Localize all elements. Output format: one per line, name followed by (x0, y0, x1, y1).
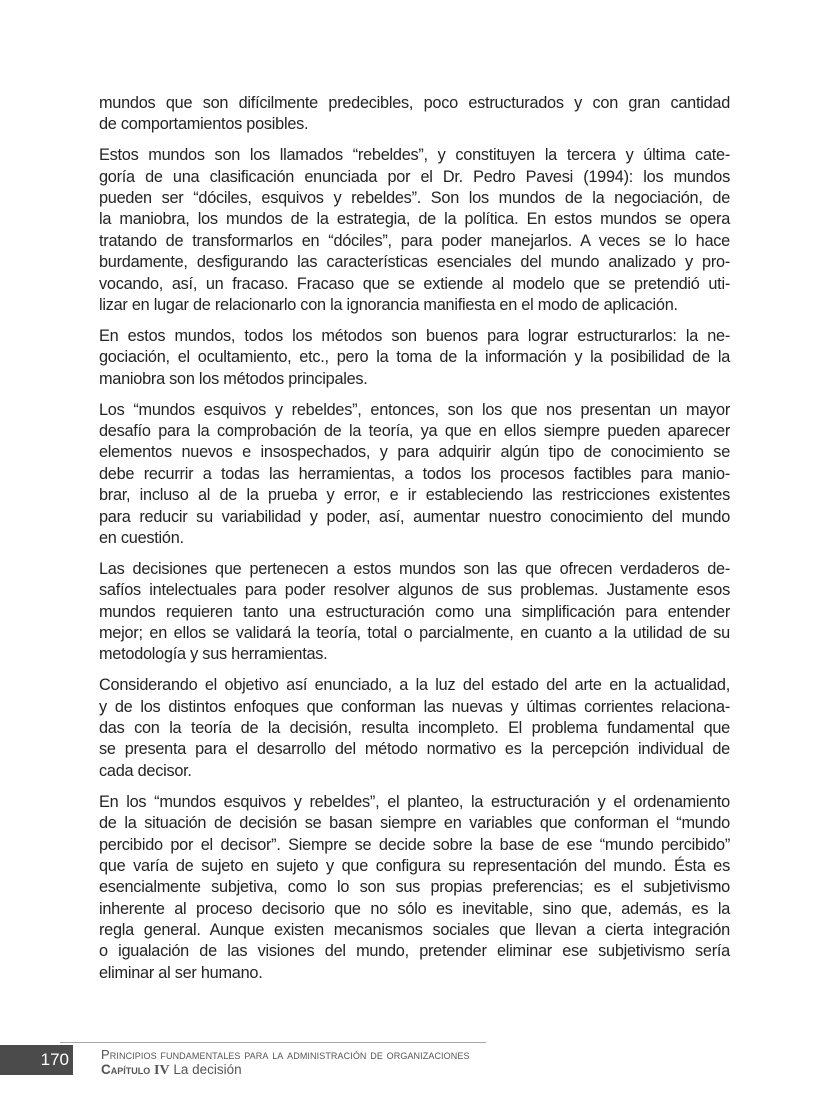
text-line: das con la teoría de la decisión, resulta incompleto. El problema fundamental que (99, 719, 730, 738)
text-line: gociación, el ocultamiento, etc., pero la toma de la información y la posibilidad de la (99, 348, 730, 367)
text-line: en cuestión. (99, 528, 184, 547)
text-line: y de los distintos enfoques que conforman las nuevas y últimas corrientes relaciona- (99, 697, 730, 716)
text-line: Los “mundos esquivos y rebeldes”, entonces, son los que nos presentan un mayor (99, 400, 730, 419)
text-line: burdamente, desfigurando las características esenciales del mundo analizado y pro- (99, 253, 730, 272)
text-line: brar, incluso al de la prueba y error, e ir estableciendo las restricciones existentes (99, 486, 730, 505)
paragraph-3 (99, 326, 730, 390)
text-line: mundos que son difícilmente predecibles, poco estructurados y con gran cantidad (99, 94, 730, 112)
text-line: de la situación de decisión se basan siempre en variables que conforman el “mundo (99, 814, 730, 833)
chapter-number: IV (154, 1063, 170, 1078)
text-line: safíos intelectuales para poder resolver algunos de sus problemas. Justamente esos (99, 581, 730, 600)
text-line: la maniobra, los mundos de la estrategia, de la política. En estos mundos se opera (99, 210, 730, 229)
text-line: que varía de sujeto en sujeto y que configura su representación del mundo. Ésta es (99, 856, 730, 875)
text-line: goría de una clasificación enunciada por el Dr. Pedro Pavesi (1994): los mundos (99, 167, 730, 186)
paragraph-6 (99, 675, 730, 782)
text-line: cada decisor. (99, 761, 192, 780)
text-line: regla general. Aunque existen mecanismos sociales que llevan a cierta integración (99, 921, 730, 940)
footer-divider (60, 1042, 486, 1043)
text-line: debe recurrir a todas las herramientas, a todos los procesos factibles para manio- (99, 464, 730, 483)
text-line: maniobra son los métodos principales. (99, 369, 368, 388)
page-number: 170 (0, 1045, 73, 1075)
paragraph-5 (99, 559, 730, 666)
text-line: En estos mundos, todos los métodos son buenos para lograr estructurarlos: la ne- (99, 326, 730, 345)
text-line: vocando, así, un fracaso. Fracaso que se extiende al modelo que se pretendió uti- (99, 274, 730, 293)
paragraph-4 (99, 400, 730, 550)
text-line: lizar en lugar de relacionarlo con la ignorancia manifiesta en el modo de aplicación. (99, 296, 678, 315)
paragraph-7 (99, 792, 730, 985)
text-line: para reducir su variabilidad y poder, así, aumentar nuestro conocimiento del mundo (99, 507, 730, 526)
paragraph-1 (99, 93, 730, 136)
text-line: percibido por el decisor”. Siempre se decide sobre la base de ese “mundo percibido” (99, 835, 730, 854)
chapter-label: Capítulo (101, 1062, 151, 1077)
text-line: Las decisiones que pertenecen a estos mundos son las que ofrecen verdaderos de- (99, 559, 730, 578)
text-line: Considerando el objetivo así enunciado, a la luz del estado del arte en la actualidad, (99, 676, 730, 695)
running-header-book-title: Principios fundamentales para la administración de organizaciones (101, 1047, 470, 1062)
text-line: o igualación de las visiones del mundo, pretender eliminar ese subjetivismo sería (99, 942, 730, 961)
text-line: En los “mundos esquivos y rebeldes”, el planteo, la estructuración y el ordenamiento (99, 792, 730, 811)
text-line: inherente al proceso decisorio que no sólo es inevitable, sino que, además, es la (99, 899, 730, 918)
text-line: mejor; en ellos se validará la teoría, total o parcialmente, en cuanto a la utilidad de su (99, 623, 730, 642)
text-line: elementos nuevos e insospechados, y para adquirir algún tipo de conocimiento se (99, 443, 730, 462)
text-line: mundos requieren tanto una estructuración como una simplificación para entender (99, 602, 730, 621)
text-line: se presenta para el desarrollo del método normativo es la percepción individual de (99, 740, 730, 759)
text-line: desafío para la comprobación de la teoría, ya que en ellos siempre pueden aparecer (99, 421, 730, 440)
body-text (99, 93, 730, 994)
text-line: esencialmente subjetiva, como lo son sus propias preferencias; es el subjetivismo (99, 878, 730, 897)
text-line: tratando de transformarlos en “dóciles”, para poder manejarlos. A veces se lo hace (99, 231, 730, 250)
text-line: metodología y sus herramientas. (99, 645, 328, 664)
running-header-chapter (101, 1062, 242, 1079)
text-line: de comportamientos posibles. (99, 115, 309, 134)
text-line: pueden ser “dóciles, esquivos y rebeldes”. Son los mundos de la negociación, de (99, 189, 730, 208)
paragraph-2 (99, 145, 730, 316)
text-line: Estos mundos son los llamados “rebeldes”, y constituyen la tercera y última cate- (99, 146, 730, 165)
text-line: eliminar al ser humano. (99, 963, 263, 982)
chapter-title: La decisión (173, 1062, 242, 1077)
